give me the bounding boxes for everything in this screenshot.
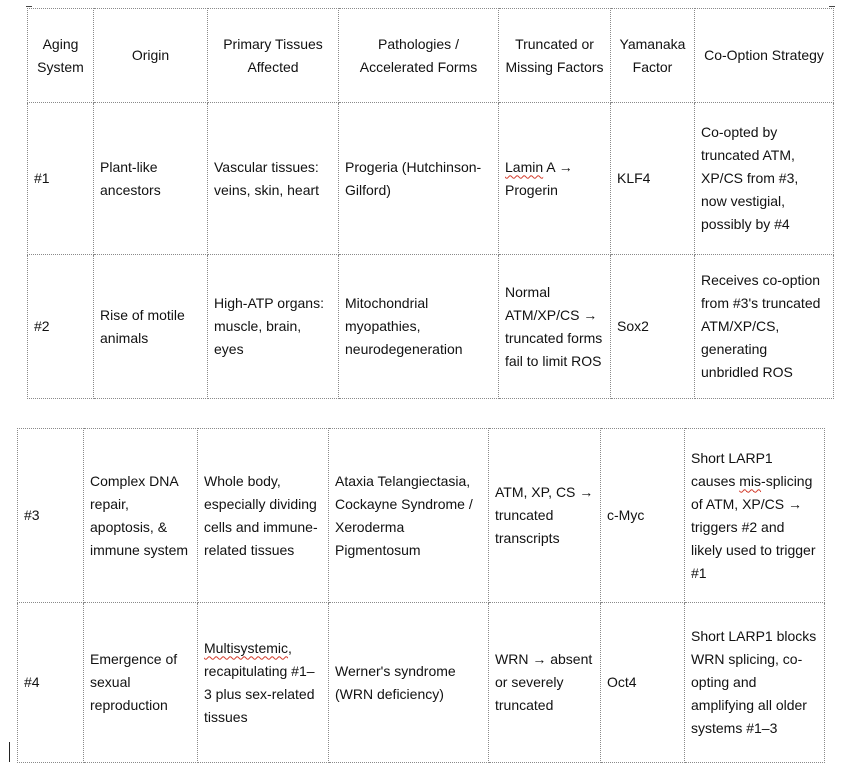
cell-factors-rest: A → Progerin [505,158,573,198]
header-aging-system: Aging System [28,9,94,103]
cell-origin: Rise of motile animals [94,255,208,399]
cell-system: #4 [18,603,84,763]
spellcheck-word: Multisystemic [204,639,289,656]
cell-system: #3 [18,429,84,603]
cell-yamanaka: Sox2 [611,255,695,399]
header-yamanaka-factor: Yamanaka Factor [611,9,695,103]
cell-tissues: Vascular tissues: veins, skin, heart [208,103,339,255]
cell-tissues: High-ATP organs: muscle, brain, eyes [208,255,339,399]
cell-factors [499,103,611,255]
cell-origin: Complex DNA repair, apoptosis, & immune system [84,429,198,603]
header-truncated-factors: Truncated or Missing Factors [499,9,611,103]
cell-tissues-rest: , recapitulating #1–3 plus sex-related tissues [204,639,315,725]
header-primary-tissues: Primary Tissues Affected [208,9,339,103]
spellcheck-word: Lamin [505,158,544,175]
aging-systems-table-bottom [17,428,825,763]
cell-strategy-rest: -splicing of ATM, XP/CS → triggers #2 and likely used to trigger #1 [691,472,816,581]
cell-origin: Plant-like ancestors [94,103,208,255]
cell-system: #1 [28,103,94,255]
cell-yamanaka: c-Myc [601,429,685,603]
aging-systems-table-top [27,8,834,399]
cell-factors: ATM, XP, CS → truncated transcripts [489,429,601,603]
header-co-option-strategy: Co-Option Strategy [695,9,834,103]
cell-pathologies: Progeria (Hutchinson-Gilford) [339,103,499,255]
table-row [28,255,834,399]
cell-factors: WRN → absent or severely truncated [489,603,601,763]
cell-factors: Normal ATM/XP/CS → truncated forms fail to limit ROS [499,255,611,399]
cell-tissues: Whole body, especially dividing cells and immune-related tissues [198,429,329,603]
table-header-row [28,9,834,103]
page-corner-mark-left [26,6,32,7]
cell-strategy: Short LARP1 blocks WRN splicing, co-opting and amplifying all older systems #1–3 [685,603,825,763]
cell-strategy-start: Short LARP1 causes [691,449,773,489]
cell-strategy: Receives co-option from #3's truncated ATM/XP/CS, generating unbridled ROS [695,255,834,399]
cell-strategy [685,429,825,603]
cell-system: #2 [28,255,94,399]
cell-pathologies: Werner's syndrome (WRN deficiency) [329,603,489,763]
page-corner-mark-right [829,6,835,7]
header-pathologies: Pathologies / Accelerated Forms [339,9,499,103]
cell-origin: Emergence of sexual reproduction [84,603,198,763]
table-row [18,603,825,763]
cell-yamanaka: KLF4 [611,103,695,255]
spellcheck-word: mis [739,472,762,489]
table-row [18,429,825,603]
table-row [28,103,834,255]
cell-tissues [198,603,329,763]
cell-strategy: Co-opted by truncated ATM, XP/CS from #3, now vestigial, possibly by #4 [695,103,834,255]
header-origin: Origin [94,9,208,103]
text-cursor [9,742,10,762]
cell-pathologies: Mitochondrial myopathies, neurodegeneration [339,255,499,399]
cell-pathologies: Ataxia Telangiectasia, Cockayne Syndrome / Xeroderma Pigmentosum [329,429,489,603]
cell-yamanaka: Oct4 [601,603,685,763]
